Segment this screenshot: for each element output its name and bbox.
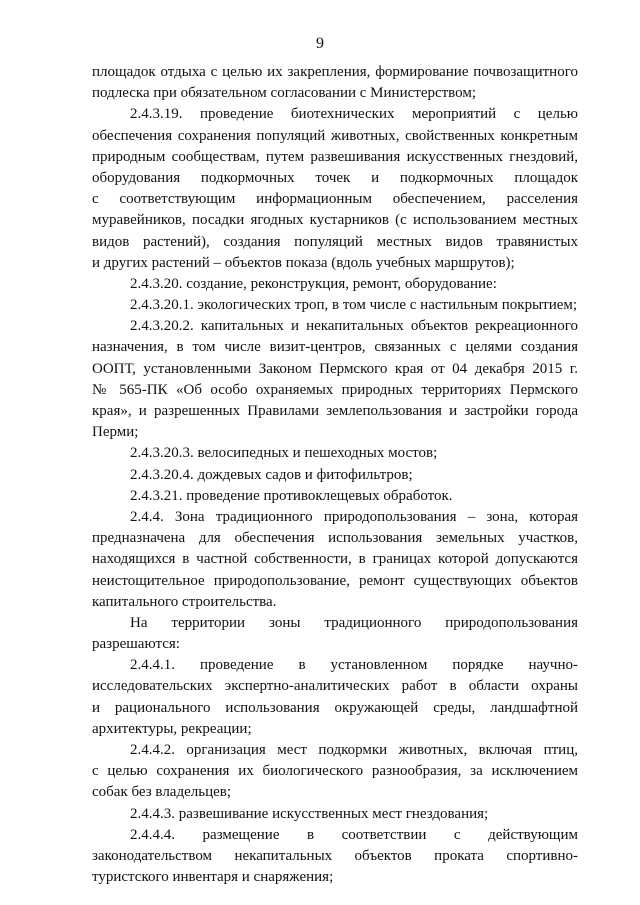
text-line: 2.4.3.21. проведение противоклещевых обработок. [130,487,453,504]
text-line: законодательством некапитальных объектов проката спортивно- [92,847,578,864]
text-line: разрешаются: [92,636,180,653]
text-line: 2.4.4.3. развешивание искусственных мест гнездования; [130,805,489,822]
paragraph [92,825,578,889]
text-line: капитального строительства. [92,593,277,610]
text-line: Перми; [92,424,139,441]
text-line: обеспечения сохранения популяций животных, свойственных конкретным [92,127,578,144]
text-line: ООПТ, установленными Законом Пермского края от 04 декабря 2015 г. [92,360,578,377]
text-line: предназначена для обеспечения использования земельных участков, [92,530,578,547]
paragraph [92,804,578,825]
text-line: 2.4.3.20.1. экологических троп, в том числе с настильным покрытием; [130,297,578,314]
paragraph [92,443,578,464]
paragraph [92,740,578,804]
text-line: 2.4.3.19. проведение биотехнических мероприятий с целью [130,106,578,123]
text-line: 2.4.3.20.4. дождевых садов и фитофильтров; [130,466,413,483]
text-line: площадок отдыха с целью их закрепления, формирование почвозащитного [92,64,578,80]
paragraph [92,295,578,316]
text-line: подлеска при обязательном согласовании с Министерством; [92,85,477,102]
text-line: с целью сохранения их биологического разнообразия, за исключением [92,763,578,780]
text-line: № 565-ПК «Об особо охраняемых природных территориях Пермского [92,381,578,398]
text-line: находящихся в частной собственности, в границах которой допускаются [92,551,578,568]
paragraph [92,613,578,655]
text-line: исследовательских экспертно-аналитических работ в области охраны [92,678,578,695]
paragraph [92,316,578,443]
paragraph [92,104,578,274]
text-line: неистощительное природопользование, ремонт существующих объектов [92,572,578,589]
text-line: видов растений), создания популяций местных видов травянистых [92,233,578,250]
document-body [92,62,578,888]
text-line: архитектуры, рекреации; [92,720,252,737]
text-line: и других растений – объектов показа (вдоль учебных маршрутов); [92,254,515,271]
text-line: 2.4.4.4. размещение в соответствии с действующим [130,826,578,843]
text-line: 2.4.3.20.2. капитальных и некапитальных объектов рекреационного [130,318,578,335]
text-line: природным сообществам, путем развешивания искусственных гнездовий, [92,148,578,165]
text-line: 2.4.4.1. проведение в установленном порядке научно- [130,657,578,674]
text-line: На территории зоны традиционного природопользования [130,614,578,631]
text-line: с соответствующим информационным обеспечением, расселения [92,191,578,208]
paragraph [92,655,578,740]
text-line: 2.4.3.20. создание, реконструкция, ремонт, оборудование: [130,275,497,292]
paragraph [92,465,578,486]
page-number: 9 [316,35,324,52]
text-line: назначения, в том числе визит-центров, связанных с целями создания [92,339,578,356]
text-line: собак без владельцев; [92,784,232,801]
paragraph [92,274,578,295]
text-line: оборудования подкормочных точек и подкормочных площадок [92,169,578,186]
text-line: туристского инвентаря и снаряжения; [92,869,334,886]
paragraph [92,486,578,507]
paragraph [92,507,578,613]
paragraph [92,62,578,104]
text-line: и рационального использования окружающей среды, ландшафтной [92,699,578,716]
text-line: муравейников, посадки ягодных кустарников (с использованием местных [92,212,578,229]
text-line: 2.4.4. Зона традиционного природопользования – зона, которая [130,508,578,525]
text-line: 2.4.3.20.3. велосипедных и пешеходных мостов; [130,445,438,462]
text-line: 2.4.4.2. организация мест подкормки животных, включая птиц, [130,742,578,758]
text-line: края», и разрешенных Правилами землепользования и застройки города [92,403,578,419]
